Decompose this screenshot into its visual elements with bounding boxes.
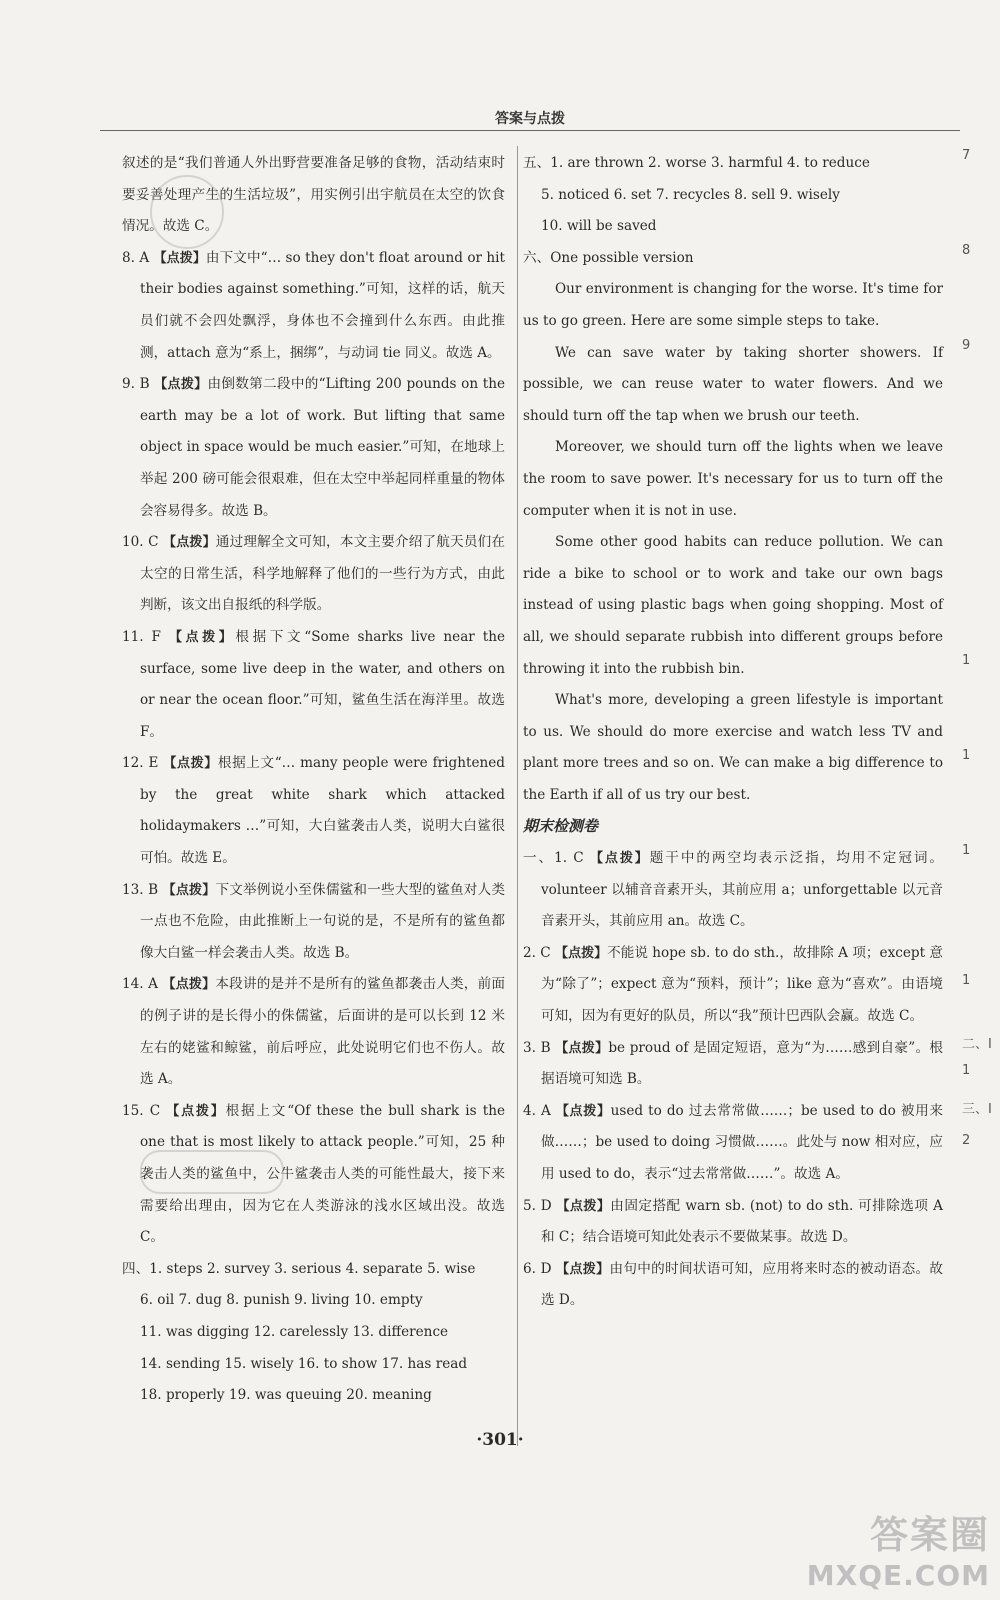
answer-key: 9. B [122, 376, 155, 393]
hint-tag: 【点拨】 [555, 945, 608, 961]
answer-explanation: be proud of 是固定短语，意为“为……感到自豪”。根据语境可知选 B。 [541, 1039, 943, 1088]
answer-key: 3. B [523, 1039, 556, 1056]
section-five [523, 148, 943, 180]
hint-tag: 【点拨】 [168, 629, 236, 645]
answer-explanation: 由倒数第二段中的“Lifting 200 pounds on the earth may be a lot of work. But lifting that same object in space would be much easier.”可知，在地球上举起 200 磅可能会很艰难，但在太空中举起同样重量的物体会容易得多。故选 B。 [140, 376, 505, 519]
hint-tag: 【点拨】 [163, 535, 216, 551]
answer-explanation: 根据上文“Of these the bull shark is the one that is most likely to attack people.”可知，25 种袭击人类的鲨鱼中，公牛鲨袭击人类的可能性最大，接下来需要给出理由，因为它在人类游泳的浅水区域出没。故选 C。 [140, 1102, 505, 1246]
hint-tag: 【点拨】 [163, 756, 218, 772]
section-four-line: 1. steps 2. survey 3. serious 4. separate 5. wise [149, 1260, 476, 1277]
header-title: 答案与点拨 [495, 111, 565, 127]
watermark [807, 1504, 990, 1592]
hint-tag: 【点拨】 [555, 1103, 611, 1119]
answer-item [523, 938, 943, 1033]
exam-section-title: 期末检测卷 [523, 817, 599, 836]
answer-item [523, 1254, 943, 1317]
section-five-label: 五、 [523, 155, 551, 171]
essay-paragraph: Our environment is changing for the worse. It's time for us to go green. Here are some simple steps to take. [523, 281, 943, 329]
hint-tag: 【点拨】 [556, 1198, 611, 1214]
answer-key: 6. D [523, 1260, 557, 1277]
essay-paragraph: We can save water by taking shorter showers. If possible, we can reuse water to water flowers. And we should turn off the tap when we brush our teeth. [523, 344, 943, 424]
section-four-label: 四、 [122, 1260, 150, 1277]
edge-mark: 1 [962, 1063, 971, 1078]
answer-key: 5. D [523, 1197, 557, 1214]
answer-key: 12. E [122, 755, 164, 772]
answer-explanation: 下文举例说小至侏儒鲨和一些大型的鲨鱼对人类一点也不危险，由此推断上一句说的是，不是所有的鲨鱼都像大白鲨一样会袭击人类。故选 B。 [140, 881, 505, 961]
section-five-line: 10. will be saved [541, 218, 657, 235]
answer-key: 一、1. C [523, 850, 590, 867]
answer-explanation: 通过理解全文可知，本文主要介绍了航天员们在太空的日常生活，科学地解释了他们的一些行为方式，由此判断，该文出自报纸的科学版。 [140, 534, 505, 614]
faded-stamp-icon [140, 1150, 284, 1194]
answer-item [523, 1033, 943, 1096]
essay-paragraph: Some other good habits can reduce pollution. We can ride a bike to school or to work and take our own bags instead of using plastic bags when going shopping. Most of all, we should separate rubbish into different groups before throwing it into the rubbish bin. [523, 534, 943, 677]
answer-explanation: 由句中的时间状语可知，应用将来时态的被动语态。故选 D。 [541, 1260, 943, 1309]
answer-item [122, 622, 505, 748]
page-number: ·301· [476, 1430, 524, 1450]
hint-tag: 【点拨】 [589, 851, 650, 867]
answer-item [523, 843, 943, 938]
section-five-line: 5. noticed 6. set 7. recycles 8. sell 9. wisely [541, 186, 840, 203]
answer-key: 8. A [122, 249, 154, 266]
answer-item [122, 875, 505, 970]
answer-key: 15. C [122, 1102, 167, 1119]
faded-stamp-icon [150, 175, 224, 249]
section-four-line: 11. was digging 12. carelessly 13. difference [140, 1323, 449, 1340]
answer-item [122, 748, 505, 874]
answer-key: 10. C [122, 534, 164, 551]
essay-paragraph: Moreover, we should turn off the lights when we leave the room to save power. It's necessary for us to turn off the computer when it is not in use. [523, 439, 943, 519]
column-divider [517, 146, 518, 1446]
left-column [122, 148, 505, 1412]
answer-key: 4. A [523, 1102, 556, 1119]
watermark-url: MXQE.COM [806, 1559, 990, 1592]
answer-explanation: 根据上文“… many people were frightened by the great white shark which attacked holidaymakers …”可知，大白鲨袭击人类，说明大白鲨很可怕。故选 E。 [140, 755, 505, 867]
edge-mark: 7 [962, 148, 971, 163]
answer-item [122, 243, 505, 369]
edge-mark: 1 [962, 843, 971, 858]
edge-mark: 1 [962, 653, 971, 668]
answer-item [523, 1096, 943, 1191]
edge-mark: 9 [962, 338, 971, 353]
adjacent-page-edge [962, 148, 1000, 1448]
section-six-label: 六、 [523, 249, 551, 266]
edge-mark: 1 [962, 973, 971, 988]
section-six-title: One possible version [550, 249, 694, 266]
answer-explanation: 不能说 hope sb. to do sth.，故排除 A 项；except 意为“除了”；expect 意为“预料，预计”；like 意为“喜欢”。由语境可知，因为有更好的队员，所以“我”预计巴西队会赢。故选 C。 [541, 944, 943, 1025]
section-six-heading [523, 243, 943, 275]
edge-mark: 2 [962, 1133, 971, 1148]
answer-item [122, 527, 505, 622]
hint-tag: 【点拨】 [153, 250, 206, 266]
header-rule [100, 130, 960, 131]
answer-explanation: 由固定搭配 warn sb. (not) to do sth. 可排除选项 A 和 C；结合语境可知此处表示不要做某事。故选 D。 [541, 1197, 943, 1246]
section-five-line: 1. are thrown 2. worse 3. harmful 4. to reduce [550, 155, 870, 171]
essay-paragraph: What's more, developing a green lifestyle is important to us. We should do more exercise and watch less TV and plant more trees and so on. We can make a big difference to the Earth if all of us try our best. [523, 692, 943, 803]
answer-explanation: 由下文中“… so they don't float around or hit their bodies against something.”可知，这样的话，航天员们就不会四处飘浮，身体也不会撞到什么东西。由此推测，attach 意为“系上，捆绑”，与动词 tie 同义。故选 A。 [140, 249, 505, 361]
section-four-line: 18. properly 19. was queuing 20. meaning [140, 1387, 432, 1404]
answer-key: 14. A [122, 976, 163, 993]
answer-explanation: 根据下文“Some sharks live near the surface, some live deep in the water, and others on or near the ocean floor.”可知，鲨鱼生活在海洋里。故选 F。 [140, 628, 505, 740]
hint-tag: 【点拨】 [162, 882, 216, 898]
answer-key: 11. F [122, 628, 169, 645]
hint-tag: 【点拨】 [555, 1040, 609, 1056]
section-four-line: 14. sending 15. wisely 16. to show 17. has read [140, 1355, 468, 1372]
answer-item [122, 969, 505, 1095]
hint-tag: 【点拨】 [166, 1103, 226, 1119]
watermark-brand: 答案圈 [869, 1513, 990, 1557]
section-four [122, 1254, 505, 1286]
answer-explanation: 本段讲的是并不是所有的鲨鱼都袭击人类，前面的例子讲的是长得小的侏儒鲨，后面讲的是可以长到 12 米左右的姥鲨和鲸鲨，前后呼应，此处说明它们也不伤人。故选 A。 [140, 976, 505, 1088]
hint-tag: 【点拨】 [154, 377, 208, 393]
section-four-line: 6. oil 7. dug 8. punish 9. living 10. empty [140, 1292, 423, 1309]
answer-explanation: 题干中的两空均表示泛指，均用不定冠词。volunteer 以辅音音素开头，其前应用 a；unforgettable 以元音音素开头，其前应用 an。故选 C。 [541, 850, 944, 930]
answer-item [122, 369, 505, 527]
intro-paragraph: 叙述的是“我们普通人外出野营要准备足够的食物，活动结束时要妥善处理产生的生活垃圾”，用实例引出宇航员在太空的饮食情况。故选 C。 [122, 155, 505, 235]
edge-mark: 8 [962, 243, 971, 258]
exam-answer-list [523, 843, 943, 1317]
edge-mark: 二、I [962, 1037, 992, 1052]
answer-key: 2. C [523, 944, 556, 961]
hint-tag: 【点拨】 [162, 977, 216, 993]
answer-item [523, 1191, 943, 1254]
hint-tag: 【点拨】 [556, 1261, 610, 1277]
edge-mark: 三、I [962, 1102, 992, 1117]
edge-mark: 1 [962, 748, 971, 763]
right-column [523, 148, 943, 1317]
left-answer-list [122, 243, 505, 1254]
answer-key: 13. B [122, 881, 163, 898]
answer-explanation: used to do 过去常常做……；be used to do 被用来做……；be used to doing 习惯做……。此处与 now 相对应，应用 used to do，表示“过去常常做……”。故选 A。 [541, 1102, 944, 1182]
